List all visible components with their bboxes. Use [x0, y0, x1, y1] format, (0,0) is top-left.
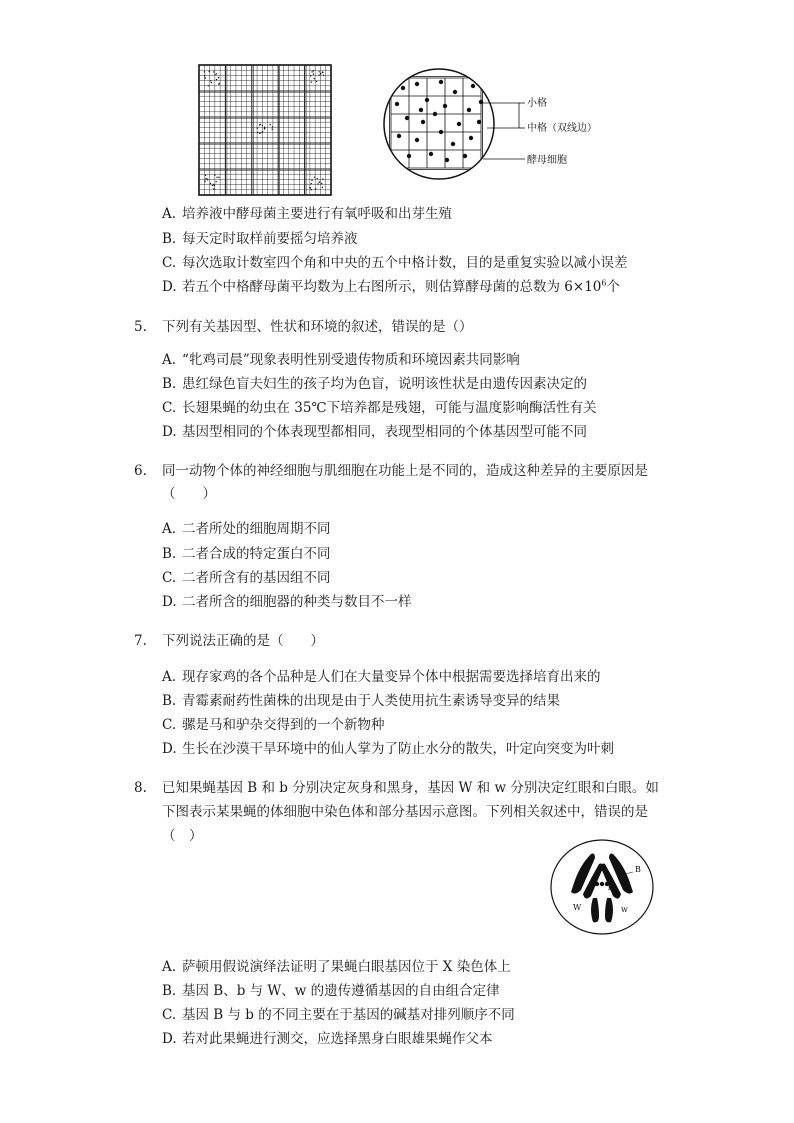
q5-option-b: B. 患红绿色盲夫妇生的孩子均为色盲，说明该性状是由遗传因素决定的 — [162, 376, 587, 392]
q8-stem-line1: 已知果蝇基因 B 和 b 分别决定灰身和黑身，基因 W 和 w 分别决定红眼和白眼。如 — [162, 780, 659, 796]
q6-option-d: D. 二者所含的细胞器的种类与数目不一样 — [162, 594, 412, 610]
q6-number: 6. — [134, 463, 147, 479]
q7-option-d: D. 生长在沙漠干旱环境中的仙人掌为了防止水分的散失，叶定向突变为叶刺 — [162, 741, 614, 757]
q6-option-b: B. 二者合成的特定蛋白不同 — [162, 546, 331, 562]
label-small-grid: 小格 — [527, 98, 547, 109]
q8-stem-line3: （ ） — [162, 828, 203, 844]
q7-option-a: A. 现存家鸡的各个品种是人们在大量变异个体中根据需要选择培育出来的 — [162, 669, 601, 685]
q8-option-c: C. 基因 B 与 b 的不同主要在于基因的碱基对排列顺序不同 — [162, 1007, 515, 1023]
q4-option-a: A. 培养液中酵母菌主要进行有氧呼吸和出芽生殖 — [162, 206, 452, 222]
q8-stem-line2: 下图表示某果蝇的体细胞中染色体和部分基因示意图。下列相关叙述中，错误的是 — [162, 804, 648, 820]
gene-label-w: w — [621, 905, 628, 914]
q4-option-c: C. 每次选取计数室四个角和中央的五个中格计数，目的是重复实验以减小误差 — [162, 255, 628, 271]
magnified-grid-figure — [383, 66, 653, 186]
hemocytometer-grid-figure — [196, 62, 334, 198]
q7-option-c: C. 骡是马和驴杂交得到的一个新物种 — [162, 717, 385, 733]
q8-number: 8. — [134, 780, 147, 796]
gene-label-W: W — [573, 903, 582, 912]
q4-option-d: D. 若五个中格酵母菌平均数为上右图所示，则估算酵母菌的总数为 $6\times 10^6$个 — [162, 278, 620, 295]
label-yeast-cell: 酵母细胞 — [527, 155, 567, 166]
gene-label-b: b — [608, 884, 613, 892]
q7-number: 7. — [134, 633, 147, 649]
q5-option-d: D. 基因型相同的个体表现型都相同，表现型相同的个体基因型可能不同 — [162, 424, 587, 440]
q6-option-a: A. 二者所处的细胞周期不同 — [162, 521, 331, 537]
chromosome-figure — [549, 838, 655, 936]
q5-stem: 下列有关基因型、性状和环境的叙述，错误的是（） — [162, 319, 473, 335]
q5-number: 5. — [134, 319, 147, 335]
q8-option-b: B. 基因 B、b 与 W、w 的遗传遵循基因的自由组合定律 — [162, 983, 500, 999]
q6-stem-line1: 同一动物个体的神经细胞与肌细胞在功能上是不同的，造成这种差异的主要原因是 — [162, 463, 648, 479]
label-medium-grid: 中格（双线边） — [527, 123, 597, 134]
q8-option-d: D. 若对此果蝇进行测交，应选择黑身白眼雄果蝇作父本 — [162, 1031, 493, 1047]
q6-option-c: C. 二者所含有的基因组不同 — [162, 570, 331, 586]
q8-option-a: A. 萨顿用假说演绎法证明了果蝇白眼基因位于 X 染色体上 — [162, 959, 511, 975]
q6-stem-line2: （ ） — [162, 486, 216, 502]
q4-option-b: B. 每天定时取样前要摇匀培养液 — [162, 231, 358, 247]
gene-label-B: B — [635, 865, 641, 874]
q7-option-b: B. 青霉素耐药性菌株的出现是由于人类使用抗生素诱导变异的结果 — [162, 693, 560, 709]
q5-option-c: C. 长翅果蝇的幼虫在 35℃下培养都是残翅，可能与温度影响酶活性有关 — [162, 400, 597, 416]
q5-option-a: A. “牝鸡司晨”现象表明性别受遗传物质和环境因素共同影响 — [162, 352, 520, 368]
q7-stem: 下列说法正确的是（ ） — [162, 633, 324, 649]
